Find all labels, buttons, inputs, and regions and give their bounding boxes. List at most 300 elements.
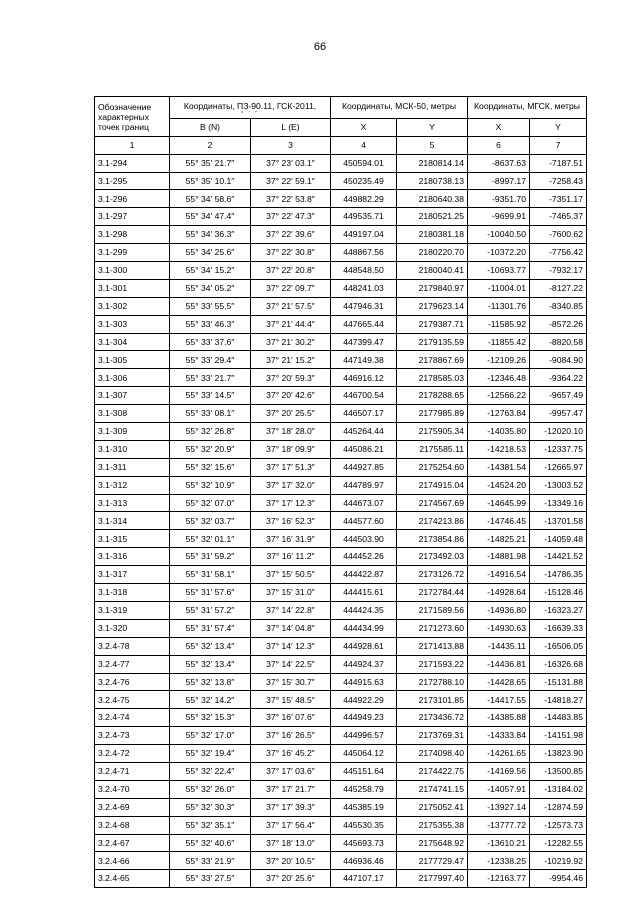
mgsk-x-cell: -14035.80 <box>468 423 530 441</box>
point-id-cell: 3.2.4-66 <box>95 852 170 870</box>
longitude-cell: 37° 21′ 57.5″ <box>251 297 331 315</box>
msk50-x-cell: 448241.03 <box>331 279 397 297</box>
latitude-cell: 55° 31′ 59.2″ <box>170 548 251 566</box>
latitude-cell: 55° 34′ 36.3″ <box>170 226 251 244</box>
longitude-cell: 37° 21′ 15.2″ <box>251 351 331 369</box>
msk50-x-cell: 447665.44 <box>331 315 397 333</box>
table-row <box>95 548 587 566</box>
msk50-x-cell: 447399.47 <box>331 333 397 351</box>
mgsk-y-cell: -13701.58 <box>530 512 587 530</box>
msk50-x-cell: 444996.57 <box>331 727 397 745</box>
point-id-cell: 3.1-294 <box>95 154 170 172</box>
longitude-cell: 37° 17′ 56.4″ <box>251 816 331 834</box>
msk50-x-cell: 444452.26 <box>331 548 397 566</box>
table-row <box>95 673 587 691</box>
mgsk-x-cell: -14645.99 <box>468 494 530 512</box>
coordinates-table <box>94 96 587 888</box>
latitude-cell: 55° 34′ 25.6″ <box>170 244 251 262</box>
mgsk-y-cell: -12020.10 <box>530 423 587 441</box>
longitude-cell: 37° 20′ 42.6″ <box>251 387 331 405</box>
mgsk-y-cell: -7465.37 <box>530 208 587 226</box>
msk50-y-cell: 2174213.86 <box>397 512 468 530</box>
mgsk-x-cell: -9699.91 <box>468 208 530 226</box>
msk50-y-cell: 2179623.14 <box>397 297 468 315</box>
msk50-y-cell: 2174098.40 <box>397 745 468 763</box>
subheader-cell: Y <box>530 118 587 136</box>
msk50-y-cell: 2174741.15 <box>397 780 468 798</box>
latitude-cell: 55° 33′ 21.9″ <box>170 852 251 870</box>
longitude-cell: 37° 22′ 53.8″ <box>251 190 331 208</box>
mgsk-y-cell: -13349.16 <box>530 494 587 512</box>
msk50-y-cell: 2175585.11 <box>397 440 468 458</box>
mgsk-x-cell: -10040.50 <box>468 226 530 244</box>
mgsk-y-cell: -9657.49 <box>530 387 587 405</box>
latitude-cell: 55° 32′ 17.0″ <box>170 727 251 745</box>
msk50-x-cell: 444915.63 <box>331 673 397 691</box>
longitude-cell: 37° 20′ 59.3″ <box>251 369 331 387</box>
table-row <box>95 798 587 816</box>
latitude-cell: 55° 33′ 27.5″ <box>170 870 251 888</box>
msk50-x-cell: 445151.64 <box>331 762 397 780</box>
msk50-y-cell: 2174915.04 <box>397 476 468 494</box>
point-id-cell: 3.1-303 <box>95 315 170 333</box>
msk50-x-cell: 449197.04 <box>331 226 397 244</box>
mgsk-y-cell: -14059.48 <box>530 530 587 548</box>
point-id-cell: 3.1-311 <box>95 458 170 476</box>
latitude-cell: 55° 32′ 40.6″ <box>170 834 251 852</box>
point-id-cell: 3.1-307 <box>95 387 170 405</box>
mgsk-x-cell: -11855.42 <box>468 333 530 351</box>
table-row <box>95 709 587 727</box>
point-id-cell: 3.1-302 <box>95 297 170 315</box>
latitude-cell: 55° 33′ 21.7″ <box>170 369 251 387</box>
longitude-cell: 37° 18′ 09.9″ <box>251 440 331 458</box>
table-row <box>95 476 587 494</box>
table-row <box>95 333 587 351</box>
mgsk-x-cell: -14218.53 <box>468 440 530 458</box>
longitude-cell: 37° 22′ 47.3″ <box>251 208 331 226</box>
point-id-cell: 3.2.4-67 <box>95 834 170 852</box>
latitude-cell: 55° 35′ 10.1″ <box>170 172 251 190</box>
longitude-cell: 37° 14′ 04.8″ <box>251 619 331 637</box>
mgsk-x-cell: -14057.91 <box>468 780 530 798</box>
latitude-cell: 55° 33′ 14.5″ <box>170 387 251 405</box>
longitude-cell: 37° 21′ 30.2″ <box>251 333 331 351</box>
latitude-cell: 55° 32′ 22.4″ <box>170 762 251 780</box>
point-id-cell: 3.2.4-76 <box>95 673 170 691</box>
mgsk-x-cell: -10372.20 <box>468 244 530 262</box>
table-row <box>95 852 587 870</box>
msk50-y-cell: 2179840.97 <box>397 279 468 297</box>
longitude-cell: 37° 20′ 25.6″ <box>251 870 331 888</box>
mgsk-y-cell: -12282.55 <box>530 834 587 852</box>
column-number-cell: 1 <box>95 136 170 154</box>
mgsk-x-cell: -14930.63 <box>468 619 530 637</box>
mgsk-x-cell: -10693.77 <box>468 262 530 280</box>
msk50-x-cell: 449882.29 <box>331 190 397 208</box>
msk50-x-cell: 444434.99 <box>331 619 397 637</box>
msk50-x-cell: 446916.12 <box>331 369 397 387</box>
mgsk-x-cell: -13610.21 <box>468 834 530 852</box>
mgsk-x-cell: -14428.65 <box>468 673 530 691</box>
table-row <box>95 297 587 315</box>
mgsk-y-cell: -7258.43 <box>530 172 587 190</box>
latitude-cell: 55° 33′ 46.3″ <box>170 315 251 333</box>
longitude-cell: 37° 16′ 11.2″ <box>251 548 331 566</box>
mgsk-y-cell: -8340.85 <box>530 297 587 315</box>
msk50-y-cell: 2175254.60 <box>397 458 468 476</box>
msk50-y-cell: 2174567.69 <box>397 494 468 512</box>
point-id-cell: 3.2.4-65 <box>95 870 170 888</box>
mgsk-y-cell: -9364.22 <box>530 369 587 387</box>
mgsk-y-cell: -12337.75 <box>530 440 587 458</box>
table-row <box>95 566 587 584</box>
latitude-cell: 55° 32′ 19.4″ <box>170 745 251 763</box>
msk50-x-cell: 450235.49 <box>331 172 397 190</box>
point-id-cell: 3.1-317 <box>95 566 170 584</box>
msk50-y-cell: 2178585.03 <box>397 369 468 387</box>
longitude-cell: 37° 22′ 09.7″ <box>251 279 331 297</box>
table-row <box>95 816 587 834</box>
msk50-y-cell: 2177985.89 <box>397 405 468 423</box>
msk50-y-cell: 2173101.85 <box>397 691 468 709</box>
table-row <box>95 208 587 226</box>
table-row <box>95 619 587 637</box>
latitude-cell: 55° 32′ 15.6″ <box>170 458 251 476</box>
msk50-y-cell: 2174422.75 <box>397 762 468 780</box>
latitude-cell: 55° 32′ 07.0″ <box>170 494 251 512</box>
table-row <box>95 494 587 512</box>
msk50-x-cell: 448548.50 <box>331 262 397 280</box>
table-row <box>95 727 587 745</box>
msk50-x-cell: 445064.12 <box>331 745 397 763</box>
latitude-cell: 55° 32′ 03.7″ <box>170 512 251 530</box>
msk50-x-cell: 444927.85 <box>331 458 397 476</box>
msk50-y-cell: 2178867.69 <box>397 351 468 369</box>
table-row <box>95 745 587 763</box>
mgsk-y-cell: -12573.73 <box>530 816 587 834</box>
mgsk-x-cell: -12346.48 <box>468 369 530 387</box>
latitude-cell: 55° 31′ 57.6″ <box>170 584 251 602</box>
mgsk-y-cell: -7600.62 <box>530 226 587 244</box>
mgsk-y-cell: -14818.27 <box>530 691 587 709</box>
mgsk-y-cell: -9954.46 <box>530 870 587 888</box>
msk50-y-cell: 2175905.34 <box>397 423 468 441</box>
mgsk-y-cell: -8572.26 <box>530 315 587 333</box>
mgsk-y-cell: -8127.22 <box>530 279 587 297</box>
mgsk-x-cell: -14928.64 <box>468 584 530 602</box>
latitude-cell: 55° 33′ 55.5″ <box>170 297 251 315</box>
point-id-cell: 3.1-320 <box>95 619 170 637</box>
longitude-cell: 37° 18′ 13.0″ <box>251 834 331 852</box>
mgsk-x-cell: -14435.11 <box>468 637 530 655</box>
table-row <box>95 154 587 172</box>
msk50-x-cell: 445264.44 <box>331 423 397 441</box>
mgsk-x-cell: -14169.56 <box>468 762 530 780</box>
msk50-y-cell: 2173126.72 <box>397 566 468 584</box>
msk50-y-cell: 2179387.71 <box>397 315 468 333</box>
point-id-cell: 3.1-301 <box>95 279 170 297</box>
point-id-cell: 3.1-312 <box>95 476 170 494</box>
msk50-y-cell: 2173854.86 <box>397 530 468 548</box>
mgsk-x-cell: -9351.70 <box>468 190 530 208</box>
mgsk-y-cell: -10219.92 <box>530 852 587 870</box>
table-row <box>95 244 587 262</box>
point-id-cell: 3.1-304 <box>95 333 170 351</box>
longitude-cell: 37° 22′ 59.1″ <box>251 172 331 190</box>
header-pz90-title: Координаты, ПЗ-90.11, ГСК-2011, <box>183 101 317 111</box>
msk50-y-cell: 2171413.88 <box>397 637 468 655</box>
point-id-cell: 3.2.4-75 <box>95 691 170 709</box>
table-row <box>95 762 587 780</box>
table-row <box>95 226 587 244</box>
table-row <box>95 279 587 297</box>
longitude-cell: 37° 16′ 26.5″ <box>251 727 331 745</box>
table-row <box>95 655 587 673</box>
mgsk-y-cell: -16639.33 <box>530 619 587 637</box>
mgsk-x-cell: -14385.88 <box>468 709 530 727</box>
table-row <box>95 190 587 208</box>
subheader-cell: L (E) <box>251 118 331 136</box>
mgsk-x-cell: -8997.17 <box>468 172 530 190</box>
point-id-cell: 3.2.4-72 <box>95 745 170 763</box>
table-row <box>95 262 587 280</box>
longitude-cell: 37° 23′ 03.1″ <box>251 154 331 172</box>
mgsk-x-cell: -14261.65 <box>468 745 530 763</box>
longitude-cell: 37° 17′ 03.6″ <box>251 762 331 780</box>
table-body <box>95 154 587 888</box>
msk50-x-cell: 446700.54 <box>331 387 397 405</box>
latitude-cell: 55° 32′ 01.1″ <box>170 530 251 548</box>
longitude-cell: 37° 22′ 30.8″ <box>251 244 331 262</box>
header-pz90-group <box>170 97 331 119</box>
table-row <box>95 512 587 530</box>
mgsk-x-cell: -11301.76 <box>468 297 530 315</box>
msk50-x-cell: 448867.56 <box>331 244 397 262</box>
latitude-cell: 55° 31′ 57.2″ <box>170 601 251 619</box>
point-id-cell: 3.1-310 <box>95 440 170 458</box>
longitude-cell: 37° 17′ 39.3″ <box>251 798 331 816</box>
point-id-cell: 3.2.4-77 <box>95 655 170 673</box>
latitude-cell: 55° 32′ 35.1″ <box>170 816 251 834</box>
longitude-cell: 37° 17′ 12.3″ <box>251 494 331 512</box>
msk50-x-cell: 444424.35 <box>331 601 397 619</box>
msk50-x-cell: 447149.38 <box>331 351 397 369</box>
table-row <box>95 172 587 190</box>
msk50-y-cell: 2180040.41 <box>397 262 468 280</box>
latitude-cell: 55° 34′ 05.2″ <box>170 279 251 297</box>
point-id-cell: 3.2.4-70 <box>95 780 170 798</box>
mgsk-y-cell: -7932.17 <box>530 262 587 280</box>
msk50-y-cell: 2172784.44 <box>397 584 468 602</box>
msk50-x-cell: 444789.97 <box>331 476 397 494</box>
mgsk-y-cell: -14151.98 <box>530 727 587 745</box>
latitude-cell: 55° 31′ 57.4″ <box>170 619 251 637</box>
table-row <box>95 870 587 888</box>
latitude-cell: 55° 31′ 58.1″ <box>170 566 251 584</box>
msk50-x-cell: 444922.29 <box>331 691 397 709</box>
msk50-y-cell: 2172788.10 <box>397 673 468 691</box>
msk50-y-cell: 2180814.14 <box>397 154 468 172</box>
subheader-cell: Y <box>397 118 468 136</box>
mgsk-y-cell: -12874.59 <box>530 798 587 816</box>
mgsk-x-cell: -14881.98 <box>468 548 530 566</box>
mgsk-y-cell: -14786.35 <box>530 566 587 584</box>
msk50-x-cell: 447107.17 <box>331 870 397 888</box>
subheader-cell: B (N) <box>170 118 251 136</box>
table-row <box>95 458 587 476</box>
point-id-cell: 3.2.4-71 <box>95 762 170 780</box>
latitude-cell: 55° 35′ 21.7″ <box>170 154 251 172</box>
mgsk-y-cell: -13823.90 <box>530 745 587 763</box>
latitude-cell: 55° 32′ 15.3″ <box>170 709 251 727</box>
longitude-cell: 37° 14′ 22.5″ <box>251 655 331 673</box>
msk50-x-cell: 444673.07 <box>331 494 397 512</box>
longitude-cell: 37° 16′ 31.9″ <box>251 530 331 548</box>
mgsk-y-cell: -15131.88 <box>530 673 587 691</box>
latitude-cell: 55° 34′ 47.4″ <box>170 208 251 226</box>
latitude-cell: 55° 32′ 13.4″ <box>170 637 251 655</box>
point-id-cell: 3.2.4-74 <box>95 709 170 727</box>
msk50-x-cell: 445385.19 <box>331 798 397 816</box>
point-id-cell: 3.1-295 <box>95 172 170 190</box>
msk50-y-cell: 2178288.65 <box>397 387 468 405</box>
msk50-x-cell: 449535.71 <box>331 208 397 226</box>
table-row <box>95 780 587 798</box>
point-id-cell: 3.1-318 <box>95 584 170 602</box>
msk50-x-cell: 444949.23 <box>331 709 397 727</box>
latitude-cell: 55° 32′ 14.2″ <box>170 691 251 709</box>
latitude-cell: 55° 32′ 30.3″ <box>170 798 251 816</box>
mgsk-x-cell: -12566.22 <box>468 387 530 405</box>
column-number-cell: 6 <box>468 136 530 154</box>
point-id-cell: 3.2.4-73 <box>95 727 170 745</box>
mgsk-y-cell: -9084.90 <box>530 351 587 369</box>
point-id-cell: 3.1-299 <box>95 244 170 262</box>
msk50-x-cell: 444503.90 <box>331 530 397 548</box>
point-id-cell: 3.1-305 <box>95 351 170 369</box>
point-id-cell: 3.2.4-78 <box>95 637 170 655</box>
point-id-cell: 3.1-316 <box>95 548 170 566</box>
longitude-cell: 37° 16′ 45.2″ <box>251 745 331 763</box>
table-row <box>95 530 587 548</box>
header-pz90-units: ° ′ ″ <box>241 110 259 117</box>
table-row <box>95 440 587 458</box>
point-id-cell: 3.1-315 <box>95 530 170 548</box>
point-id-cell: 3.1-314 <box>95 512 170 530</box>
msk50-y-cell: 2173436.72 <box>397 709 468 727</box>
msk50-y-cell: 2180521.25 <box>397 208 468 226</box>
column-number-cell: 4 <box>331 136 397 154</box>
msk50-x-cell: 445530.35 <box>331 816 397 834</box>
msk50-y-cell: 2175355.38 <box>397 816 468 834</box>
mgsk-y-cell: -14483.85 <box>530 709 587 727</box>
mgsk-x-cell: -14333.84 <box>468 727 530 745</box>
point-id-cell: 3.1-297 <box>95 208 170 226</box>
msk50-x-cell: 445693.73 <box>331 834 397 852</box>
longitude-cell: 37° 17′ 32.0″ <box>251 476 331 494</box>
mgsk-y-cell: -8820.58 <box>530 333 587 351</box>
mgsk-x-cell: -14825.21 <box>468 530 530 548</box>
mgsk-x-cell: -12109.26 <box>468 351 530 369</box>
point-id-cell: 3.2.4-68 <box>95 816 170 834</box>
table-row <box>95 351 587 369</box>
point-id-cell: 3.1-296 <box>95 190 170 208</box>
latitude-cell: 55° 33′ 29.4″ <box>170 351 251 369</box>
longitude-cell: 37° 16′ 07.6″ <box>251 709 331 727</box>
mgsk-y-cell: -15128.46 <box>530 584 587 602</box>
mgsk-x-cell: -14524.20 <box>468 476 530 494</box>
mgsk-x-cell: -12338.25 <box>468 852 530 870</box>
mgsk-y-cell: -12665.97 <box>530 458 587 476</box>
table-row <box>95 369 587 387</box>
msk50-y-cell: 2171589.56 <box>397 601 468 619</box>
msk50-y-cell: 2177997.40 <box>397 870 468 888</box>
msk50-x-cell: 444422.87 <box>331 566 397 584</box>
latitude-cell: 55° 34′ 15.2″ <box>170 262 251 280</box>
msk50-y-cell: 2171273.60 <box>397 619 468 637</box>
point-id-cell: 3.1-319 <box>95 601 170 619</box>
latitude-cell: 55° 32′ 13.8″ <box>170 673 251 691</box>
mgsk-y-cell: -16326.68 <box>530 655 587 673</box>
longitude-cell: 37° 22′ 39.6″ <box>251 226 331 244</box>
longitude-cell: 37° 17′ 21.7″ <box>251 780 331 798</box>
table-row <box>95 834 587 852</box>
mgsk-x-cell: -14916.54 <box>468 566 530 584</box>
mgsk-x-cell: -11004.01 <box>468 279 530 297</box>
point-id-cell: 3.2.4-69 <box>95 798 170 816</box>
point-id-cell: 3.1-308 <box>95 405 170 423</box>
longitude-cell: 37° 16′ 52.3″ <box>251 512 331 530</box>
table-row <box>95 691 587 709</box>
msk50-x-cell: 446507.17 <box>331 405 397 423</box>
msk50-y-cell: 2180381.18 <box>397 226 468 244</box>
point-id-cell: 3.1-306 <box>95 369 170 387</box>
table-row <box>95 387 587 405</box>
latitude-cell: 55° 33′ 37.6″ <box>170 333 251 351</box>
longitude-cell: 37° 15′ 31.0″ <box>251 584 331 602</box>
longitude-cell: 37° 15′ 48.5″ <box>251 691 331 709</box>
column-number-cell: 3 <box>251 136 331 154</box>
latitude-cell: 55° 33′ 08.1″ <box>170 405 251 423</box>
msk50-x-cell: 444415.61 <box>331 584 397 602</box>
mgsk-y-cell: -16323.27 <box>530 601 587 619</box>
mgsk-y-cell: -13003.52 <box>530 476 587 494</box>
msk50-y-cell: 2175648.92 <box>397 834 468 852</box>
latitude-cell: 55° 32′ 26.8″ <box>170 423 251 441</box>
header-mgsk-group: Координаты, МГСК, метры <box>468 97 587 119</box>
header-point-designation: Обозначение характерных точек границ <box>95 97 170 137</box>
page-number: 66 <box>313 41 327 53</box>
mgsk-y-cell: -13500.85 <box>530 762 587 780</box>
msk50-x-cell: 444924.37 <box>331 655 397 673</box>
table-row <box>95 315 587 333</box>
msk50-x-cell: 444577.60 <box>331 512 397 530</box>
subheader-cell: X <box>468 118 530 136</box>
latitude-cell: 55° 32′ 26.0″ <box>170 780 251 798</box>
latitude-cell: 55° 32′ 20.9″ <box>170 440 251 458</box>
table-row <box>95 423 587 441</box>
longitude-cell: 37° 15′ 50.5″ <box>251 566 331 584</box>
mgsk-x-cell: -14936.80 <box>468 601 530 619</box>
longitude-cell: 37° 14′ 22.8″ <box>251 601 331 619</box>
msk50-x-cell: 445086.21 <box>331 440 397 458</box>
longitude-cell: 37° 20′ 10.5″ <box>251 852 331 870</box>
latitude-cell: 55° 32′ 13.4″ <box>170 655 251 673</box>
longitude-cell: 37° 18′ 28.0″ <box>251 423 331 441</box>
column-number-cell: 2 <box>170 136 251 154</box>
msk50-x-cell: 447946.31 <box>331 297 397 315</box>
